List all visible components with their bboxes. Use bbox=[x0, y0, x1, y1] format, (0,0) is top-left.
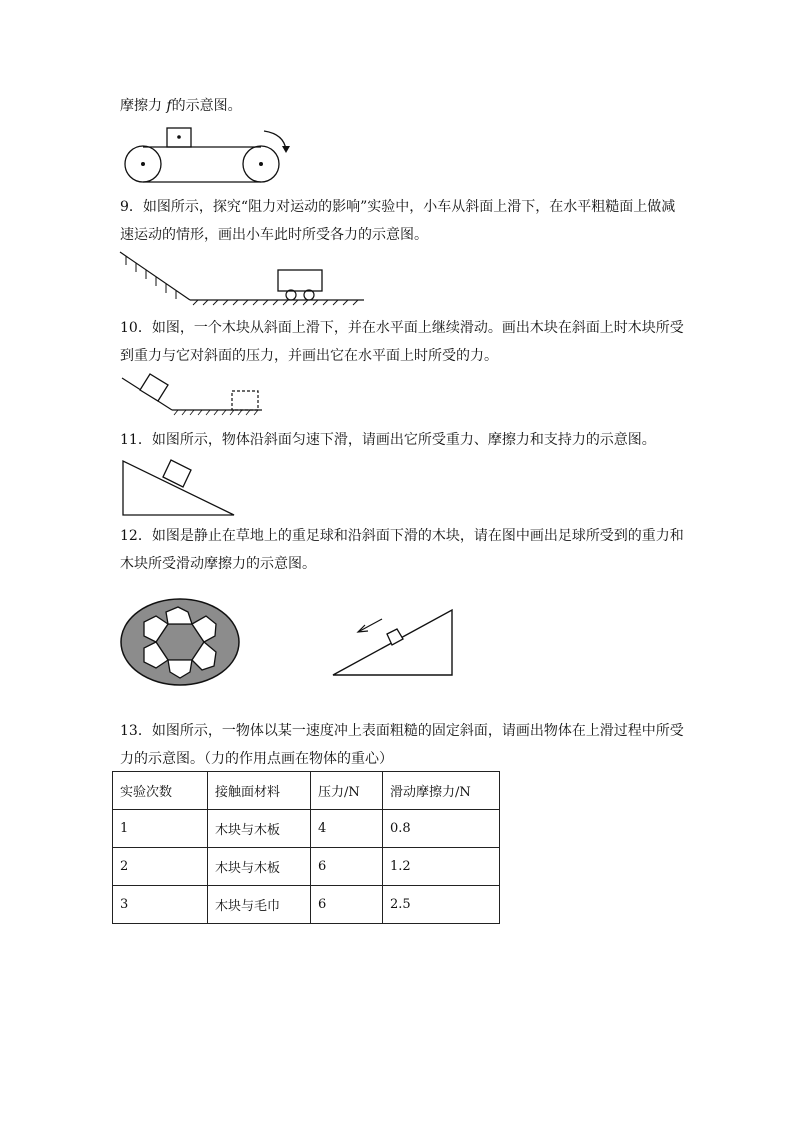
table-row bbox=[113, 886, 500, 924]
football-figure bbox=[118, 598, 244, 688]
table-cell: 木块与毛巾 bbox=[208, 886, 311, 924]
table-cell: 木块与木板 bbox=[208, 810, 311, 848]
table-cell: 木块与木板 bbox=[208, 848, 311, 886]
table-cell: 2.5 bbox=[383, 886, 500, 924]
table-cell: 1 bbox=[113, 810, 208, 848]
q13-line1: 13．如图所示，一物体以某一速度冲上表面粗糙的固定斜面，请画出物体在上滑过程中所受 bbox=[120, 723, 684, 739]
conveyor-belt-figure bbox=[118, 122, 298, 188]
incline-arrow-figure bbox=[330, 606, 456, 678]
table-header-row bbox=[113, 772, 500, 810]
table-row bbox=[113, 810, 500, 848]
q9-line2: 速运动的情形，画出小车此时所受各力的示意图。 bbox=[120, 227, 428, 243]
table-row bbox=[113, 848, 500, 886]
q9-line1: 9．如图所示，探究“阻力对运动的影响”实验中，小车从斜面上滑下，在水平粗糙面上做减 bbox=[120, 199, 676, 215]
table-cell: 6 bbox=[311, 886, 383, 924]
table-cell: 6 bbox=[311, 848, 383, 886]
table-cell: 3 bbox=[113, 886, 208, 924]
q10-line2: 到重力与它对斜面的压力，并画出它在水平面上时所受的力。 bbox=[120, 348, 498, 364]
table-header-cell: 压力/N bbox=[311, 772, 383, 810]
q12-line2: 木块所受滑动摩擦力的示意图。 bbox=[120, 556, 316, 572]
incline-block-figure bbox=[120, 458, 238, 518]
q10-line1: 10．如图，一个木块从斜面上滑下，并在水平面上继续滑动。画出木块在斜面上时木块所受 bbox=[120, 320, 684, 336]
block-slope-ground-figure bbox=[118, 370, 268, 418]
q13-line2: 力的示意图。（力的作用点画在物体的重心） bbox=[120, 751, 393, 767]
table-header-cell: 滑动摩擦力/N bbox=[383, 772, 500, 810]
cart-slope-figure bbox=[116, 248, 368, 306]
q12-line1: 12．如图是静止在草地上的重足球和沿斜面下滑的木块，请在图中画出足球所受到的重力和 bbox=[120, 528, 684, 544]
table-cell: 1.2 bbox=[383, 848, 500, 886]
table-cell: 2 bbox=[113, 848, 208, 886]
friction-data-table bbox=[112, 771, 500, 924]
table-cell: 4 bbox=[311, 810, 383, 848]
q8-text-tail: 摩擦力 f的示意图。 bbox=[120, 98, 242, 114]
table-header-cell: 接触面材料 bbox=[208, 772, 311, 810]
table-header-cell: 实验次数 bbox=[113, 772, 208, 810]
table-cell: 0.8 bbox=[383, 810, 500, 848]
q11-line1: 11．如图所示，物体沿斜面匀速下滑，请画出它所受重力、摩擦力和支持力的示意图。 bbox=[120, 432, 656, 448]
